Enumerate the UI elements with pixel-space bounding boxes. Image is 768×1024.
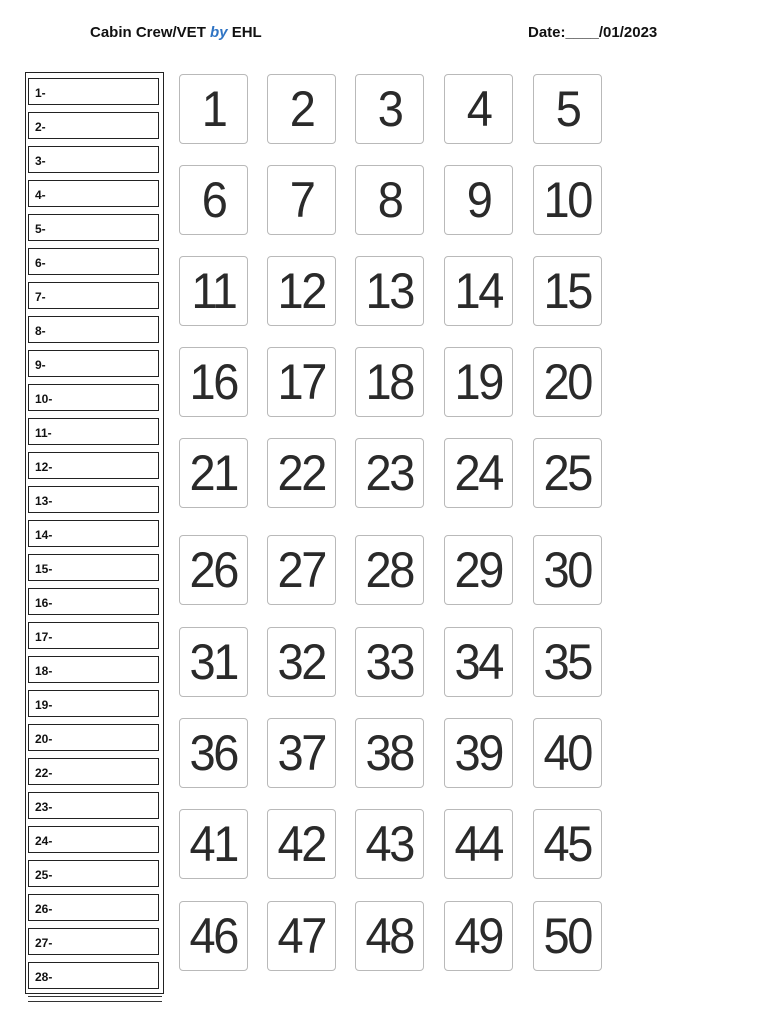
answer-row-label: 17- — [35, 630, 53, 644]
number-tile — [533, 627, 602, 697]
number-tile-label: 40 — [543, 725, 592, 781]
answer-row-label: 8- — [35, 324, 46, 338]
answer-row[interactable] — [28, 350, 159, 377]
number-tile-label: 44 — [454, 816, 503, 872]
answer-row-label: 10- — [35, 392, 53, 406]
title-suffix: EHL — [227, 24, 262, 41]
number-tile — [444, 165, 513, 235]
answer-row-label: 20- — [35, 732, 53, 746]
number-tile-label: 45 — [543, 816, 592, 872]
number-tile — [444, 535, 513, 605]
answer-row-label: 19- — [35, 698, 53, 712]
number-tile-label: 26 — [189, 542, 238, 598]
number-tile-label: 17 — [277, 354, 326, 410]
answer-row[interactable] — [28, 690, 159, 717]
number-tile — [267, 627, 336, 697]
answer-row[interactable] — [28, 860, 159, 887]
number-tile — [355, 438, 424, 508]
number-tile — [533, 535, 602, 605]
number-tile — [267, 74, 336, 144]
number-tile-label: 42 — [277, 816, 326, 872]
number-tile — [444, 347, 513, 417]
number-tile — [179, 165, 248, 235]
answer-row-label: 7- — [35, 290, 46, 304]
number-tile-label: 11 — [191, 263, 236, 319]
number-tile — [179, 535, 248, 605]
worksheet-header — [0, 22, 768, 46]
number-tile — [267, 438, 336, 508]
number-tile-label: 50 — [543, 908, 592, 964]
number-tile-label: 9 — [466, 172, 491, 228]
answer-row[interactable] — [28, 452, 159, 479]
number-tile-label: 15 — [543, 263, 592, 319]
number-tile — [267, 901, 336, 971]
answer-row[interactable] — [28, 180, 159, 207]
number-tile — [444, 809, 513, 879]
number-tile-label: 16 — [189, 354, 238, 410]
number-tile-label: 33 — [365, 634, 414, 690]
number-tile — [444, 438, 513, 508]
answer-row-label: 16- — [35, 596, 53, 610]
number-tile-label: 32 — [277, 634, 326, 690]
answer-row[interactable] — [28, 962, 159, 989]
number-tile-label: 1 — [201, 81, 226, 137]
answer-row[interactable] — [28, 146, 159, 173]
number-tile — [179, 627, 248, 697]
answer-row-label: 5- — [35, 222, 46, 236]
number-tile — [355, 809, 424, 879]
number-tile — [179, 74, 248, 144]
number-tile — [533, 718, 602, 788]
number-tile-label: 18 — [365, 354, 414, 410]
number-tile-label: 49 — [454, 908, 503, 964]
answer-row-label: 24- — [35, 834, 53, 848]
answer-row[interactable] — [28, 928, 159, 955]
number-tile — [267, 347, 336, 417]
number-tile-label: 8 — [377, 172, 402, 228]
answer-row[interactable] — [28, 282, 159, 309]
number-tile — [355, 256, 424, 326]
number-tile-label: 24 — [454, 445, 503, 501]
number-tile-label: 5 — [555, 81, 580, 137]
answer-row[interactable] — [28, 78, 159, 105]
number-tile-label: 28 — [365, 542, 414, 598]
number-tile — [355, 627, 424, 697]
number-tile — [355, 901, 424, 971]
answer-row-label: 25- — [35, 868, 53, 882]
answer-row[interactable] — [28, 826, 159, 853]
answer-row[interactable] — [28, 248, 159, 275]
answer-row[interactable] — [28, 554, 159, 581]
answer-row[interactable] — [28, 656, 159, 683]
number-tile-label: 10 — [543, 172, 592, 228]
answer-row[interactable] — [28, 724, 159, 751]
number-tile — [355, 165, 424, 235]
number-tile — [444, 74, 513, 144]
answer-row[interactable] — [28, 486, 159, 513]
answer-row[interactable] — [28, 792, 159, 819]
number-tile — [179, 901, 248, 971]
number-tile-label: 47 — [277, 908, 326, 964]
answer-row[interactable] — [28, 520, 159, 547]
number-tile-label: 30 — [543, 542, 592, 598]
number-tile-label: 48 — [365, 908, 414, 964]
number-tile-label: 43 — [365, 816, 414, 872]
number-tile-label: 22 — [277, 445, 326, 501]
number-tile — [533, 256, 602, 326]
number-tile-label: 2 — [289, 81, 314, 137]
number-tile — [179, 718, 248, 788]
number-tile — [444, 718, 513, 788]
number-tile-label: 12 — [277, 263, 326, 319]
answer-row-label: 9- — [35, 358, 46, 372]
answer-row[interactable] — [28, 758, 159, 785]
number-tile-label: 19 — [454, 354, 503, 410]
number-tile — [533, 809, 602, 879]
answer-sheet-panel — [25, 72, 164, 994]
answer-row-label: 18- — [35, 664, 53, 678]
answer-row[interactable] — [28, 384, 159, 411]
number-tile-label: 6 — [201, 172, 226, 228]
date-field: Date:____/01/2023 — [528, 24, 658, 41]
answer-row[interactable] — [28, 316, 159, 343]
answer-row-label: 14- — [35, 528, 53, 542]
number-tile-label: 27 — [277, 542, 326, 598]
answer-row[interactable] — [28, 588, 159, 615]
answer-row[interactable] — [28, 214, 159, 241]
answer-row-label: 22- — [35, 766, 53, 780]
answer-row[interactable] — [28, 622, 159, 649]
number-tile-label: 37 — [277, 725, 326, 781]
number-tile-label: 21 — [189, 445, 238, 501]
title-main: Cabin Crew/VET — [90, 24, 211, 41]
number-tile — [444, 901, 513, 971]
answer-row[interactable] — [28, 418, 159, 445]
answer-row-label: 26- — [35, 902, 53, 916]
answer-row-label: 12- — [35, 460, 53, 474]
number-tile — [533, 74, 602, 144]
number-tile — [179, 809, 248, 879]
number-tile-label: 39 — [454, 725, 503, 781]
number-tile-label: 35 — [543, 634, 592, 690]
number-tile-label: 7 — [289, 172, 314, 228]
number-tile-label: 34 — [454, 634, 503, 690]
answer-row-label: 28- — [35, 970, 53, 984]
number-tile — [533, 901, 602, 971]
answer-row-label: 27- — [35, 936, 53, 950]
number-tile — [267, 809, 336, 879]
answer-row-label: 11- — [35, 426, 52, 440]
answer-row-label: 4- — [35, 188, 46, 202]
number-tile-label: 36 — [189, 725, 238, 781]
number-tile-label: 14 — [454, 263, 503, 319]
answer-row-label: 23- — [35, 800, 53, 814]
worksheet-title — [90, 24, 262, 41]
number-tile-label: 46 — [189, 908, 238, 964]
number-tile — [533, 347, 602, 417]
answer-row[interactable] — [28, 894, 159, 921]
number-tile — [267, 165, 336, 235]
number-tile — [533, 438, 602, 508]
number-tile — [267, 718, 336, 788]
number-tile-label: 20 — [543, 354, 592, 410]
answer-row-label: 15- — [35, 562, 53, 576]
number-tile — [179, 347, 248, 417]
answer-row-label: 3- — [35, 154, 46, 168]
number-tile — [533, 165, 602, 235]
answer-sheet-bottom-rule — [28, 996, 162, 1002]
answer-row-label: 2- — [35, 120, 46, 134]
number-tile-label: 29 — [454, 542, 503, 598]
number-tile-label: 41 — [189, 816, 238, 872]
number-tile-label: 25 — [543, 445, 592, 501]
number-tile-label: 31 — [189, 634, 238, 690]
number-tile-label: 3 — [377, 81, 402, 137]
number-tile — [355, 718, 424, 788]
number-tile-label: 4 — [466, 81, 491, 137]
number-tile-label: 38 — [365, 725, 414, 781]
number-tile — [179, 256, 248, 326]
number-tile — [355, 347, 424, 417]
answer-row[interactable] — [28, 112, 159, 139]
answer-row-label: 6- — [35, 256, 46, 270]
number-tile-label: 13 — [365, 263, 414, 319]
number-tile — [355, 74, 424, 144]
number-tile — [179, 438, 248, 508]
number-tile — [355, 535, 424, 605]
number-tile — [444, 627, 513, 697]
number-tile-label: 23 — [365, 445, 414, 501]
answer-row-label: 13- — [35, 494, 53, 508]
answer-row-label: 1- — [35, 86, 46, 100]
number-tile — [444, 256, 513, 326]
number-tile — [267, 256, 336, 326]
number-tile — [267, 535, 336, 605]
title-by: by — [210, 24, 228, 41]
